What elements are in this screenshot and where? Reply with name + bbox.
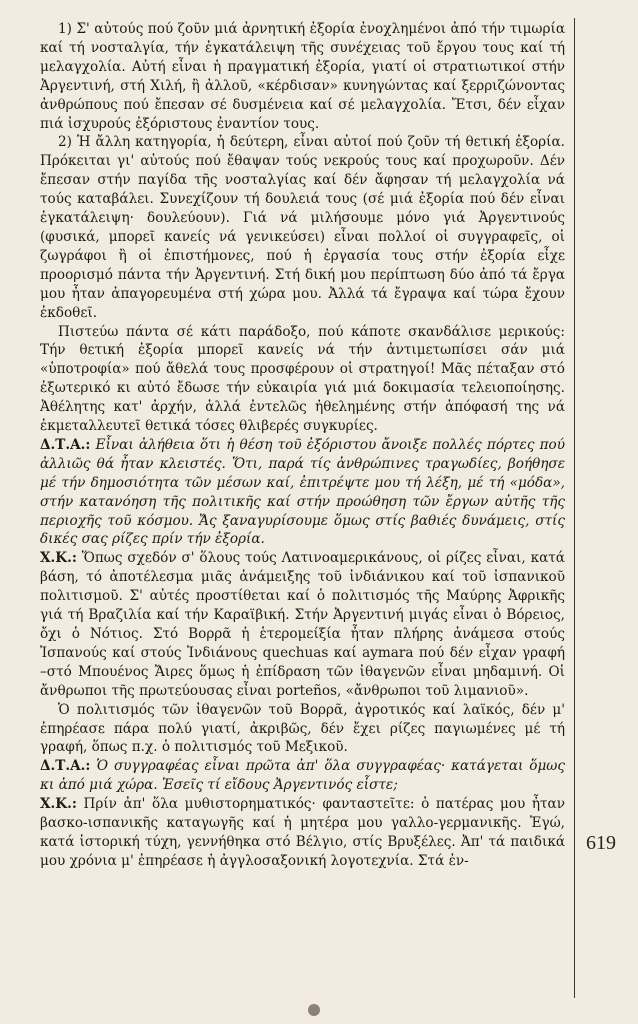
speaker-label: Δ.Τ.Α.: [40, 436, 91, 453]
question-1: Δ.Τ.Α.: Εἶναι ἀλήθεια ὅτι ἡ θέση τοῦ ἐξόριστου ἄνοιξε πολλές πόρτες πού ἀλλιῶς θά ἦταν κλειστές. Ὅτι, παρά τίς ἀνθρώπινες τραγωδίες, βοήθησε μέ τήν δημοσιότητα τῶν μέσων καί, ἐπιτρέψτε μου τή λέξη, μέ τή «μόδα», στήν κατανόηση τῆς πολιτικῆς καί στήν προώθηση τῶν ἔργων αὐτῆς τῆς περιοχῆς τοῦ κόσμου. Ἄς ξαναγυρίσουμε ὅμως στίς βαθιές δυνάμεις, στίς δικές σας ρίζες πρίν τήν ἐξορία. [40, 436, 566, 548]
paragraph-2: 2) Ἡ ἄλλη κατηγορία, ἡ δεύτερη, εἶναι αὐτοί πού ζοῦν τή θετική ἐξορία. Πρόκειται γι' αὐτούς πού ἔθαψαν τούς νεκρούς τους καί προχωροῦν. Δέν ἔπεσαν στήν παγίδα τῆς νοσταλγίας καί δέν ἄφησαν τή μελαγχολία νά τούς καταβάλει. Συνεχίζουν τή δουλειά τους (σέ μιά ἐξορία πού δέν εἶναι ἐγκατάλειψη· δουλεύουν). Γιά νά μιλήσουμε μόνο γιά Ἀργεντινούς (φυσικά, μπορεῖ κανείς νά γενικεύσει) εἶναι πολλοί οἱ συγγραφεῖς, οἱ ζωγράφοι ἢ οἱ ἐπιστήμονες, πού ἡ ἐργασία τους στήν ἐξορία εἶχε προορισμό πάντα τήν Ἀργεντινή. Στή δική μου περίπτωση δύο ἀπό τά ἔργα μου ἦταν ἀπαγορευμένα στή χώρα μου. Ἀλλά τά ἔγραψα καί τώρα ἔχουν ἐκδοθεῖ. [40, 134, 565, 321]
page-number: 619 [586, 832, 616, 854]
answer-2: Χ.Κ.: Πρίν ἀπ' ὅλα μυθιστορηματικός· φανταστεῖτε: ὁ πατέρας μου ἦταν βασκο-ισπανικῆς καταγωγῆς καί ἡ μητέρα μου γαλλο-γερμανικῆς. Ἐγώ, κατά ἱστορική τύχη, γεννήθηκα στό Βέλγιο, στίς Βρυξέλες. Ἀπ' τά παιδικά μου χρόνια μ' ἐπηρέασε ἡ ἀγγλοσαξονική λογοτεχνία. Στά ἐν- [40, 796, 565, 869]
body-text [40, 20, 565, 871]
speaker-label: Χ.Κ.: [40, 796, 77, 813]
paragraph-3: Πιστεύω πάντα σέ κάτι παράδοξο, πού κάποτε σκανδάλισε μερικούς: Τήν θετική ἐξορία μπορεῖ κανείς νά τήν ἀντιμετωπίσει σάν μιά «ὑποτροφία» πού ἄθελά τους προσφέρουν οἱ στρατηγοί! Μᾶς πέταξαν στό ἐξωτερικό κι αὐτό ἔδωσε τήν εὐκαιρία γιά μιά δοκιμασία τελειοποίησης. Ἀθέλητης κατ' ἀρχήν, ἀλλά ἐντελῶς ἠθελημένης στήν ἀπόφασή της νά ἐκμεταλλευτεῖ θετικά τόσες θλιβερές συγκυρίες. [40, 323, 565, 435]
margin-rule [574, 18, 575, 998]
question-2: Δ.Τ.Α.: Ὁ συγγραφέας εἶναι πρῶτα ἀπ' ὅλα συγγραφέας· κατάγεται ὅμως κι ἀπό μιά χώρα. Ἐσεῖς τί εἴδους Ἀργεντινός εἶστε; [40, 758, 565, 794]
paragraph-1: 1) Σ' αὐτούς πού ζοῦν μιά ἀρνητική ἐξορία ἐνοχλημένοι ἀπό τήν τιμωρία καί τή νοσταλγία, τήν ἐγκατάλειψη τῆς συνέχειας τοῦ ἔργου τους καί τή μελαγχολία. Αὐτή εἶναι ἡ πραγματική ἐξορία, γιατί οἱ στρατιωτικοί στήν Ἀργεντινή, στή Χιλή, ἢ ἀλλοῦ, «κέρδισαν» κυνηγώντας καί ξερριζώνοντας ἀνθρώπους πού ἔπεσαν σέ δυσμένεια καί σέ μελαγχολία. Ἔτσι, δέν εἶχαν πιά ἰσχυρούς ἐξόριστους ἐναντίον τους. [40, 21, 565, 132]
answer-1: Χ.Κ.: Ὅπως σχεδόν σ' ὅλους τούς Λατινοαμερικάνους, οἱ ρίζες εἶναι, κατά βάση, τό ἀποτέλεσμα μιᾶς ἀνάμειξης τοῦ ἰνδιάνικου καί τοῦ ἰσπανικοῦ πολιτισμοῦ. Σ' αὐτές προστίθεται καί ὁ πολιτισμός τῆς Μαύρης Ἀφρικῆς γιά τή Βραζιλία καί τήν Καραϊβική. Στήν Ἀργεντινή μιγάς εἶναι ὁ Βόρειος, ὄχι ὁ Νότιος. Στό Βορρᾶ ἡ ἑτερομείξία ἦταν πλήρης ἀνάμεσα στούς Ἰσπανούς καί στούς Ἰνδιάνους quechuas καί aymara πού δέν εἶχαν γραφή –στό Μπουένος Ἄιρες ὅμως ἡ ἐπίδραση τῶν ἰθαγενῶν εἶναι μηδαμινή. Οἱ ἄνθρωποι τῆς πρωτεύουσας εἶναι porteños, «ἄνθρωποι τοῦ λιμανιοῦ». [40, 550, 565, 699]
page-mark-dot [308, 1004, 320, 1016]
paragraph-6: Ὁ πολιτισμός τῶν ἰθαγενῶν τοῦ Βορρᾶ, ἀγροτικός καί λαϊκός, δέν μ' ἐπηρέασε πάρα πολύ γιατί, ἀκριβῶς, δέν ἔχει ρίζες παγιωμένες μέ τή γραφή, ὅπως π.χ. ὁ πολιτισμός τοῦ Μεξικοῦ. [40, 701, 565, 756]
speaker-label: Δ.Τ.Α.: [40, 758, 91, 775]
speaker-label: Χ.Κ.: [40, 550, 77, 567]
